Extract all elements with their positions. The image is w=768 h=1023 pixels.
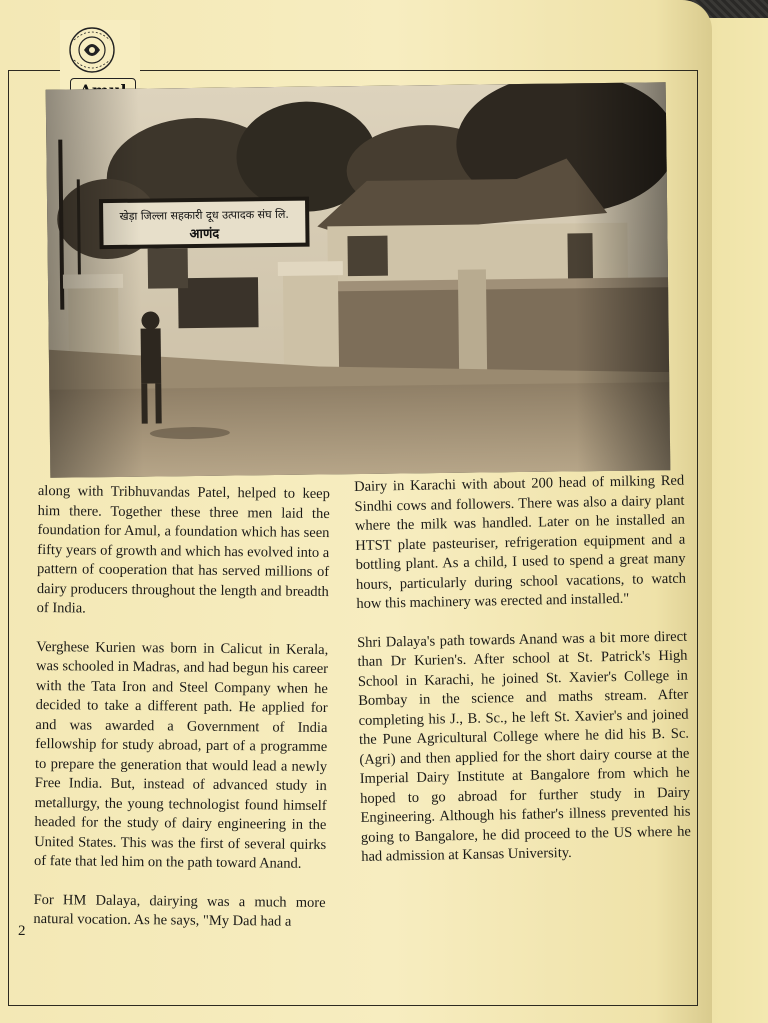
right-paragraph-2: Shri Dalaya's path towards Anand was a bit more direct than Dr Kurien's. After school at St. Patrick's High School in Karachi, he joined St. Xavier's College in Bombay in the science and maths stream. After completing his J., B. Sc., he left St. Xavier's and joined the Pune Agricultural College where he did his B. Sc. (Agri) and then applied for the short dairy course at the Imperial Dairy Institute at Bangalore from which he hoped to go abroad for further study in Dairy Engineering. Although his father's illness prevented his going to Bangalore, he did proceed to the US where he had admission at Kansas University. — [357, 628, 691, 865]
cooperative-seal-icon — [60, 20, 140, 80]
left-paragraph-1: along with Tribhuvandas Patel, helped to keep him there. Together these three men laid the foundation for Amul, a foundation which has seen fifty years of growth and which has evolved into a pattern of cooperation that has served millions of dairy producers throughout the length and breadth of India. — [36, 482, 330, 617]
left-paragraph-2: Verghese Kurien was born in Calicut in Kerala, was schooled in Madras, and had begun his career with the Tata Iron and Steel Company when he decided to take a different path. He applied for and was awarded a Government of India fellowship for study abroad, part of a programme to prepare the generation that would lead a newly Free India. But, instead of advanced study in metallurgy, the young technologist found himself headed for the study of dairy engineering in the United States. This was the first of several quirks of fate that led him on the path toward Anand. — [33, 638, 329, 872]
article-right-column — [354, 472, 692, 887]
article-left-column — [33, 482, 330, 952]
left-paragraph-3: For HM Dalaya, dairying was a much more natural vocation. As he says, "My Dad had a — [33, 891, 326, 930]
right-paragraph-1: Dairy in Karachi with about 200 head of milking Red Sindhi cows and followers. There was also a dairy plant where the milk was handled. Later on he installed an HTST plate pasteuriser, refrigeration equipment and a bottling plant. As a child, I used to spend a great many hours, particularly during school vacations, to watch how this machinery was erected and installed." — [354, 472, 687, 612]
historic-photo — [46, 82, 671, 478]
page-number: 2 — [18, 923, 26, 939]
